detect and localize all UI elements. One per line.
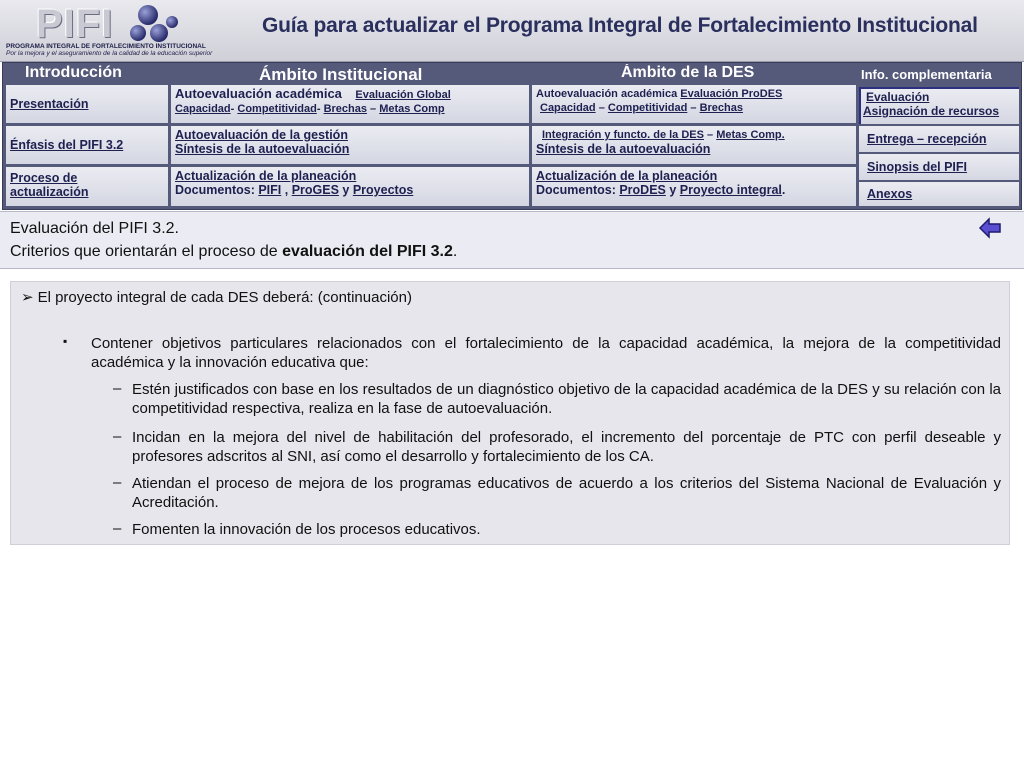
logo-subtitle xyxy=(6,43,213,57)
des-y: y xyxy=(665,183,680,197)
nav-presentacion[interactable] xyxy=(6,85,168,123)
sub-item-3: Atiendan el proceso de mejora de los programas educativos de acuerdo a los criterios del Sistema Nacional de Evaluación y Acreditación. xyxy=(132,475,1001,511)
nav-enfasis[interactable] xyxy=(6,126,168,164)
arrow-bullet-icon: ➢ xyxy=(21,289,34,306)
logo-subtitle-line-2: Por la mejora y el aseguramiento de la calidad de la educación superior xyxy=(6,50,213,57)
nav-inst-gestion xyxy=(171,126,529,164)
enfasis-link[interactable]: Énfasis del PIFI 3.2 xyxy=(10,138,124,152)
nav-des-integracion xyxy=(532,126,856,164)
des-competitividad-link[interactable]: Competitividad xyxy=(607,102,688,114)
dash-marker-3: – xyxy=(113,474,122,491)
info-asignacion-link[interactable]: Asignación de recursos xyxy=(863,104,1000,118)
des-sintesis-link[interactable]: Síntesis de la autoevaluación xyxy=(536,142,711,156)
nav-header-ambito-institucional: Ámbito Institucional xyxy=(259,65,423,84)
des-metas-link[interactable]: Metas Comp. xyxy=(716,129,785,141)
des-integracion-link[interactable]: Integración y functo. de la DES xyxy=(542,129,704,141)
nav-inst-autoevaluacion xyxy=(171,85,529,123)
proceso-link-line-2[interactable]: actualización xyxy=(10,185,89,199)
inst-proyectos-link[interactable]: Proyectos xyxy=(352,183,414,197)
logo-subtitle-line-1: PROGRAMA INTEGRAL DE FORTALECIMIENTO INSTITUCIONAL xyxy=(6,43,206,50)
header xyxy=(0,0,1024,62)
proceso-link-line-1[interactable]: Proceso de xyxy=(10,171,78,185)
nav-header-ambito-des: Ámbito de la DES xyxy=(621,64,755,81)
des-prodes-link[interactable]: ProDES xyxy=(619,183,666,197)
dash-marker-4: – xyxy=(113,520,122,537)
inst-actualizacion-link[interactable]: Actualización de la planeación xyxy=(175,169,357,183)
lead-item xyxy=(21,288,412,306)
inst-sep-3: – xyxy=(366,103,380,115)
des-brechas-link[interactable]: Brechas xyxy=(699,102,743,114)
inst-metas-link[interactable]: Metas Comp xyxy=(379,103,445,115)
pifi-logo[interactable] xyxy=(6,2,213,60)
logo-spheres-icon xyxy=(126,4,186,44)
sub-item-1: Estén justificados con base en los resultados de un diagnóstico objetivo de la capacidad académica de la DES y su relación con la competitividad respectiva, realiza en la fase de autoevaluación. xyxy=(132,381,1001,417)
inst-pifi-link[interactable]: PIFI xyxy=(258,183,282,197)
nav-des-autoevaluacion xyxy=(532,85,856,123)
inst-competitividad-link[interactable]: Competitividad xyxy=(237,103,317,115)
navigation-grid xyxy=(2,62,1022,210)
section-subtitle-end: . xyxy=(452,243,458,260)
inst-autoevaluacion-gestion-link[interactable]: Autoevaluación de la gestión xyxy=(175,128,348,142)
content-panel xyxy=(10,281,1010,545)
info-sinopsis-link[interactable]: Sinopsis del PIFI xyxy=(859,154,1019,180)
section-title: Evaluación del PIFI 3.2. xyxy=(10,220,179,237)
nav-info-evaluacion[interactable] xyxy=(859,87,1019,124)
dash-marker-1: – xyxy=(113,380,122,397)
des-punto: . xyxy=(781,183,786,197)
inst-brechas-link[interactable]: Brechas xyxy=(323,103,367,115)
inst-evaluacion-global-link[interactable]: Evaluación Global xyxy=(355,89,451,101)
sub-item-4: Fomenten la innovación de los procesos educativos. xyxy=(132,521,481,538)
square-bullet-icon: ▪ xyxy=(63,334,68,348)
section-strip xyxy=(0,211,1024,269)
page-title: Guía para actualizar el Programa Integral de Fortalecimiento Institucional xyxy=(262,14,978,37)
des-documentos-label: Documentos: xyxy=(536,183,620,197)
sub-item-2: Incidan en la mejora del nivel de habilitación del profesorado, el incremento del porcentaje de PTC con perfil deseable y profesores adscritos al SNI, así como el desarrollo y fortalecimiento de los CA. xyxy=(132,429,1001,465)
logo-word: PIFI xyxy=(36,2,114,46)
des-evaluacion-prodes-link[interactable]: Evaluación ProDES xyxy=(680,88,783,100)
des-sep-2: – xyxy=(687,102,700,114)
des-sep-1: – xyxy=(595,102,608,114)
des-capacidad-link[interactable]: Capacidad xyxy=(540,102,596,114)
inst-sintesis-link[interactable]: Síntesis de la autoevaluación xyxy=(175,142,350,156)
info-evaluacion-link[interactable]: Evaluación xyxy=(866,90,930,104)
inst-capacidad-link[interactable]: Capacidad xyxy=(175,103,231,115)
inst-sep-1: - xyxy=(230,103,238,115)
des-autoevaluacion-label: Autoevaluación académica xyxy=(536,88,681,100)
nav-inst-planeacion xyxy=(171,167,529,206)
bullet-text: Contener objetivos particulares relacionados con el fortalecimiento de la capacidad académica, la mejora de la competitividad académica y la innovación educativa que: xyxy=(91,335,1001,371)
nav-header-introduccion: Introducción xyxy=(25,64,122,81)
des-proyecto-integral-link[interactable]: Proyecto integral xyxy=(679,183,782,197)
nav-proceso[interactable] xyxy=(6,167,168,206)
back-arrow-icon[interactable] xyxy=(978,216,1002,240)
info-entrega-link[interactable]: Entrega – recepción xyxy=(859,126,1019,152)
inst-coma: , xyxy=(281,183,292,197)
nav-header-info-complementaria: Info. complementaria xyxy=(861,67,992,82)
nav-des-planeacion xyxy=(532,167,856,206)
inst-sep-2: - xyxy=(316,103,324,115)
inst-autoevaluacion-label: Autoevaluación académica xyxy=(175,86,342,101)
section-subtitle-bold: evaluación del PIFI 3.2 xyxy=(282,243,453,260)
section-subtitle xyxy=(10,243,457,261)
dash-marker-2: – xyxy=(113,428,122,445)
inst-proges-link[interactable]: ProGES xyxy=(291,183,339,197)
des-actualizacion-link[interactable]: Actualización de la planeación xyxy=(536,169,718,183)
section-subtitle-text: Criterios que orientarán el proceso de xyxy=(10,243,283,260)
presentacion-link[interactable]: Presentación xyxy=(10,97,89,111)
inst-documentos-label: Documentos: xyxy=(175,183,259,197)
lead-text: El proyecto integral de cada DES deberá: (continuación) xyxy=(37,289,412,306)
inst-y: y xyxy=(338,183,353,197)
des-sep-3: – xyxy=(703,129,717,141)
info-anexos-link[interactable]: Anexos xyxy=(859,182,1019,206)
